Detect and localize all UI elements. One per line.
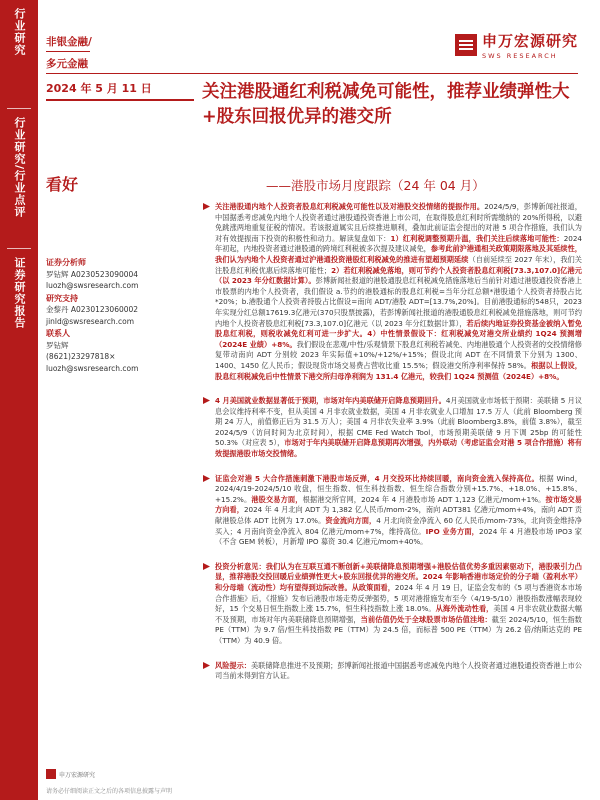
bullet-icon: [203, 475, 210, 482]
para-highlight: 参考此前沪港通相关政策期限落地及其延续性，我们认为内地个人投资者通过沪港通投资港股红利税减免的推进有望超预期延续: [215, 244, 582, 264]
side-label-industry: 行业研究: [13, 8, 26, 56]
paragraph-investment-view: [202, 562, 582, 647]
brand-logo: [455, 30, 578, 60]
paragraph-us-employment: [202, 396, 582, 460]
analyst-panel: [46, 256, 196, 374]
para-highlight: 从海外流动性看，: [435, 604, 494, 614]
para-text: 4月美国就业市场低于预期：美联储 5 月议息会议维持利率不变，但从美国 4 月非农就业数据，美国 4 月非农就业人口增加 17.5 万人（此前 Bloomberg 预期 24 万人，前值修正后为 31.5 万人）；美国 4 月非农失业率 3.9%（此前 Bloomberg3.8%，前值 3.8%），截至 2024/5/9（访问时间为北京时间），根据 CME Fed Watch Tool，市场预期美联储 9 月下调 25bp 的可能性 50.3%（对应表 5），: [215, 396, 583, 448]
footer-logo-mark-icon: [46, 769, 56, 779]
side-label-top: [0, 8, 38, 56]
para-highlight: 若后续内地证券投资基金被纳入暂免股息红利税，则税收减免红利可进一步扩大。: [215, 318, 582, 339]
para-text: 美国 4 月非农就业数据大幅不及预期，市场对年内美联储降息预期增强，: [215, 604, 582, 624]
side-divider: [7, 108, 31, 109]
para-highlight: 按市场交易方向看，: [215, 494, 582, 515]
analyst-email[interactable]: luozh@swsresearch.com: [46, 281, 139, 290]
paragraph-risk: [202, 661, 582, 682]
report-date: 2024 年 5 月 11 日: [46, 82, 152, 95]
para-highlight: 4 月美国就业数据显著低于预期，市场对年内美联储开启降息预期回升。: [215, 396, 446, 406]
logo-english: SWS RESEARCH: [481, 52, 558, 60]
para-text: 我们假设在悲观/中性/乐观情景下股息红利税若减免、内地港股通个人投资者的交投情绪修复带动南向 ADT 分别较 2023 年实际值+10%/+12%/+15%；假设北向 ADT 在不同情景下分别为 1300、1400、1450 亿人民币；假设现货市场交易费占营收比重 15.5%；假设港交所净利率保持 58%。: [215, 339, 582, 370]
para-highlight: 关注港股通内地个人投资者股息红利税减免可能性以及对港股交投情绪的提振作用。: [215, 202, 485, 211]
sector-line-1: 非银金融/: [46, 36, 92, 48]
para-text: （自前延续至 2027 年末），我们关注股息红利税优惠后续落地可能性；: [215, 254, 582, 275]
side-label-mid: [0, 100, 38, 218]
sector-label: [46, 34, 92, 72]
support-heading: 研究支持: [46, 293, 78, 303]
side-divider: [7, 248, 31, 249]
para-text: 2024 年初起，内地投资者通过港股通的跨境红利税被多次提及建议减免，: [215, 233, 582, 254]
logo-chinese: 申万宏源研究: [481, 32, 578, 50]
side-label-category: 行业研究/行业点评: [13, 117, 26, 219]
analyst-heading: 证券分析师: [46, 258, 86, 267]
paragraph-market-rebound: [202, 474, 582, 548]
para-highlight: 风险提示：: [215, 660, 251, 670]
footer-disclaimer: 请务必仔细阅读正文之后的各项信息披露与声明: [46, 788, 173, 795]
paragraph-dividend-tax: [202, 202, 582, 382]
para-text: 美联储降息推进不及预期；彭博新闻社报道中国据悉考虑减免内地个人投资者通过港股通投资香港上市公司当前未得到官方认证。: [215, 660, 582, 681]
bullet-icon: [203, 397, 210, 404]
sector-line-2: 多元金融: [46, 58, 88, 70]
para-highlight: 从政策面看，: [351, 583, 395, 592]
para-text: 彭博新闻社报道的港股通股息红利税减免措施落地后当前针对通过港股通投资香港上市股票的内地个人投资者，我们假设 a.节约的港股通标的股息红利税=当年分红总额*港股通个人投资者持股占比*20%；b.港股通个人投资者持股占比假设=南向 ADT/港股 ADT=[13.7%,20%]。目前港股通标的548只，2023年实现分红总额17619.3亿港元(370只股票披露)，若彭博新闻社报道的港股通股息红利税减免措施落地，则可节约内地个人投资者股息红利税[73.3,107.0]亿港元（以 2023 年分红数据计算），: [215, 276, 582, 328]
support-email[interactable]: jinld@swsresearch.com: [46, 316, 135, 326]
header-rule: [46, 73, 578, 74]
footer-logo: [46, 768, 136, 780]
bullet-icon: [203, 563, 210, 570]
bullet-icon: [203, 662, 210, 669]
para-text: 根据 Wind，2024/4/19-2024/5/10 收盘，恒生指数、恒生科技指数、恒生综合指数分别+15.7%、+18.0%、+15.8%、+15.2%。: [215, 473, 582, 504]
logo-mark-icon: [455, 34, 477, 56]
contact-name: 罗钻辉: [46, 340, 69, 350]
para-text: 2024/5/9，彭博新闻社报道，中国据悉考虑减免内地个人投资者通过港股通投资香港上市公司，在取得股息红利时所需缴纳的 20%所得税，以避免跳涨两地重复征税的情况。若该报道属实且后续推进顺利，叠加此前证监会提出的对港 5 项合作措施，我们认为对有效提振南下投资的积极性和动力。解读复盘如下：: [215, 202, 582, 243]
para-highlight: 2024 年影响香港市场定价的分子端（盈利水平）和分母端（流动性）均有望得到边际改善。: [215, 572, 582, 592]
para-highlight: 2）若红利税减免落地，则可节约个人投资者股息红利税[73.3,107.0]亿港元（以 2023 年分红数据计算）。: [215, 265, 582, 286]
sector-divider: [46, 51, 90, 52]
para-highlight: 根据以上假设，股息红利税减免后中性情景下港交所归母净利润为 131.4 亿港元，较我们 1Q24 预测值（2024E）+8%。: [215, 360, 582, 381]
para-text: 截至 2024/5/10，恒生指数 PE（TTM）为 9.7 倍/恒生科技指数 PE（TTM）为 24.5 倍，而标普 500 PE（TTM）为 26.2 倍/纳斯达克的 PE（TTM）为 40.9 倍。: [215, 614, 582, 645]
para-highlight: 1）红利税调整预期升温，我们关注后续落地可能性：: [390, 233, 564, 243]
para-text: 2024 年 4 月北向 ADT 为 1,382 亿人民币/mom-2%，南向 ADT381 亿港元/mom+4%，南向 ADT 贡献港股总体 ADT 比例为 17.0%。: [215, 505, 582, 526]
analyst-name: 罗钻辉 A0230523090004: [46, 269, 139, 279]
contact-email[interactable]: luozh@swsresearch.com: [46, 363, 139, 373]
report-body: [202, 202, 582, 682]
para-highlight: 港股交易方面，: [251, 494, 303, 504]
contact-phone: (8621)23297818×: [46, 352, 116, 361]
side-label-report: 证券研究报告: [13, 257, 26, 329]
footer-logo-text: 申万宏源研究: [59, 771, 96, 779]
bullet-icon: [203, 203, 210, 210]
para-highlight: 投资分析意见：我们认为在互联互通不断创新+美联储降息预期增强+港股估值优势多重因素驱动下，港股吸引力凸显，推荐港股交投回暖后业绩弹性更大+股东回报优异的港交所。: [215, 561, 582, 582]
support-name: 金黎丹 A0230123060002: [46, 305, 139, 314]
para-highlight: 资金流向方面，: [325, 516, 377, 526]
para-highlight: 当前估值仍处于全球股票市场估值洼地：: [360, 614, 492, 624]
para-highlight: IPO 业务方面，: [425, 526, 480, 536]
para-highlight: 4）中性情景假设下：红利税减免对港交所业绩约 1Q24 预测增（2024E 业绩）+8%。: [215, 329, 582, 349]
date-rule: [46, 99, 194, 101]
para-text: 4 月北向资金净流入 60 亿人民币/mom-73%，北向资金维持净买入；4 月南向资金净流入 804 亿港元/mom+7%，维持高位。: [215, 516, 582, 536]
contact-heading: 联系人: [46, 329, 70, 338]
para-highlight: 证监会对港 5 大合作措施刺激下港股市场反弹，4 月交投环比持续回暖，南向资金流入保持高位。: [215, 473, 540, 483]
report-title: 关注港股通红利税减免可能性，推荐业绩弹性大+股东回报优异的港交所: [202, 82, 570, 127]
para-text: 2024 年 4 月 19 日，证监会发布的《5 项与香港资本市场合作措施》后，《措施》发布后港股市场走势反弹强势，5 项对港措施发布至今（4/19-5/10）港股指数涨幅表现较好，15 个交易日恒生指数上涨 15.7%，恒生科技指数上涨 18.0%。: [215, 583, 582, 614]
para-text: 根据港交所官网，2024 年 4 月港股市场 ADT 1,123 亿港元/mom+1%。: [302, 494, 546, 504]
para-highlight: 市场对于年内美联储开启降息预期再次增强，内外联动（考虑证监会对港 5 项合作措施）将有效提振港股市场交投情绪。: [215, 438, 582, 459]
rating-label: 看好: [46, 175, 79, 194]
side-label-bottom: [0, 240, 38, 329]
report-subtitle: ——港股市场月度跟踪（24 年 04 月）: [266, 178, 485, 193]
para-text: 2024 年 4 月港股市场 IPO3 家（不含 GEM 转板），月新增 IPO 募资 30.4 亿港元/mom+40%。: [215, 526, 582, 547]
